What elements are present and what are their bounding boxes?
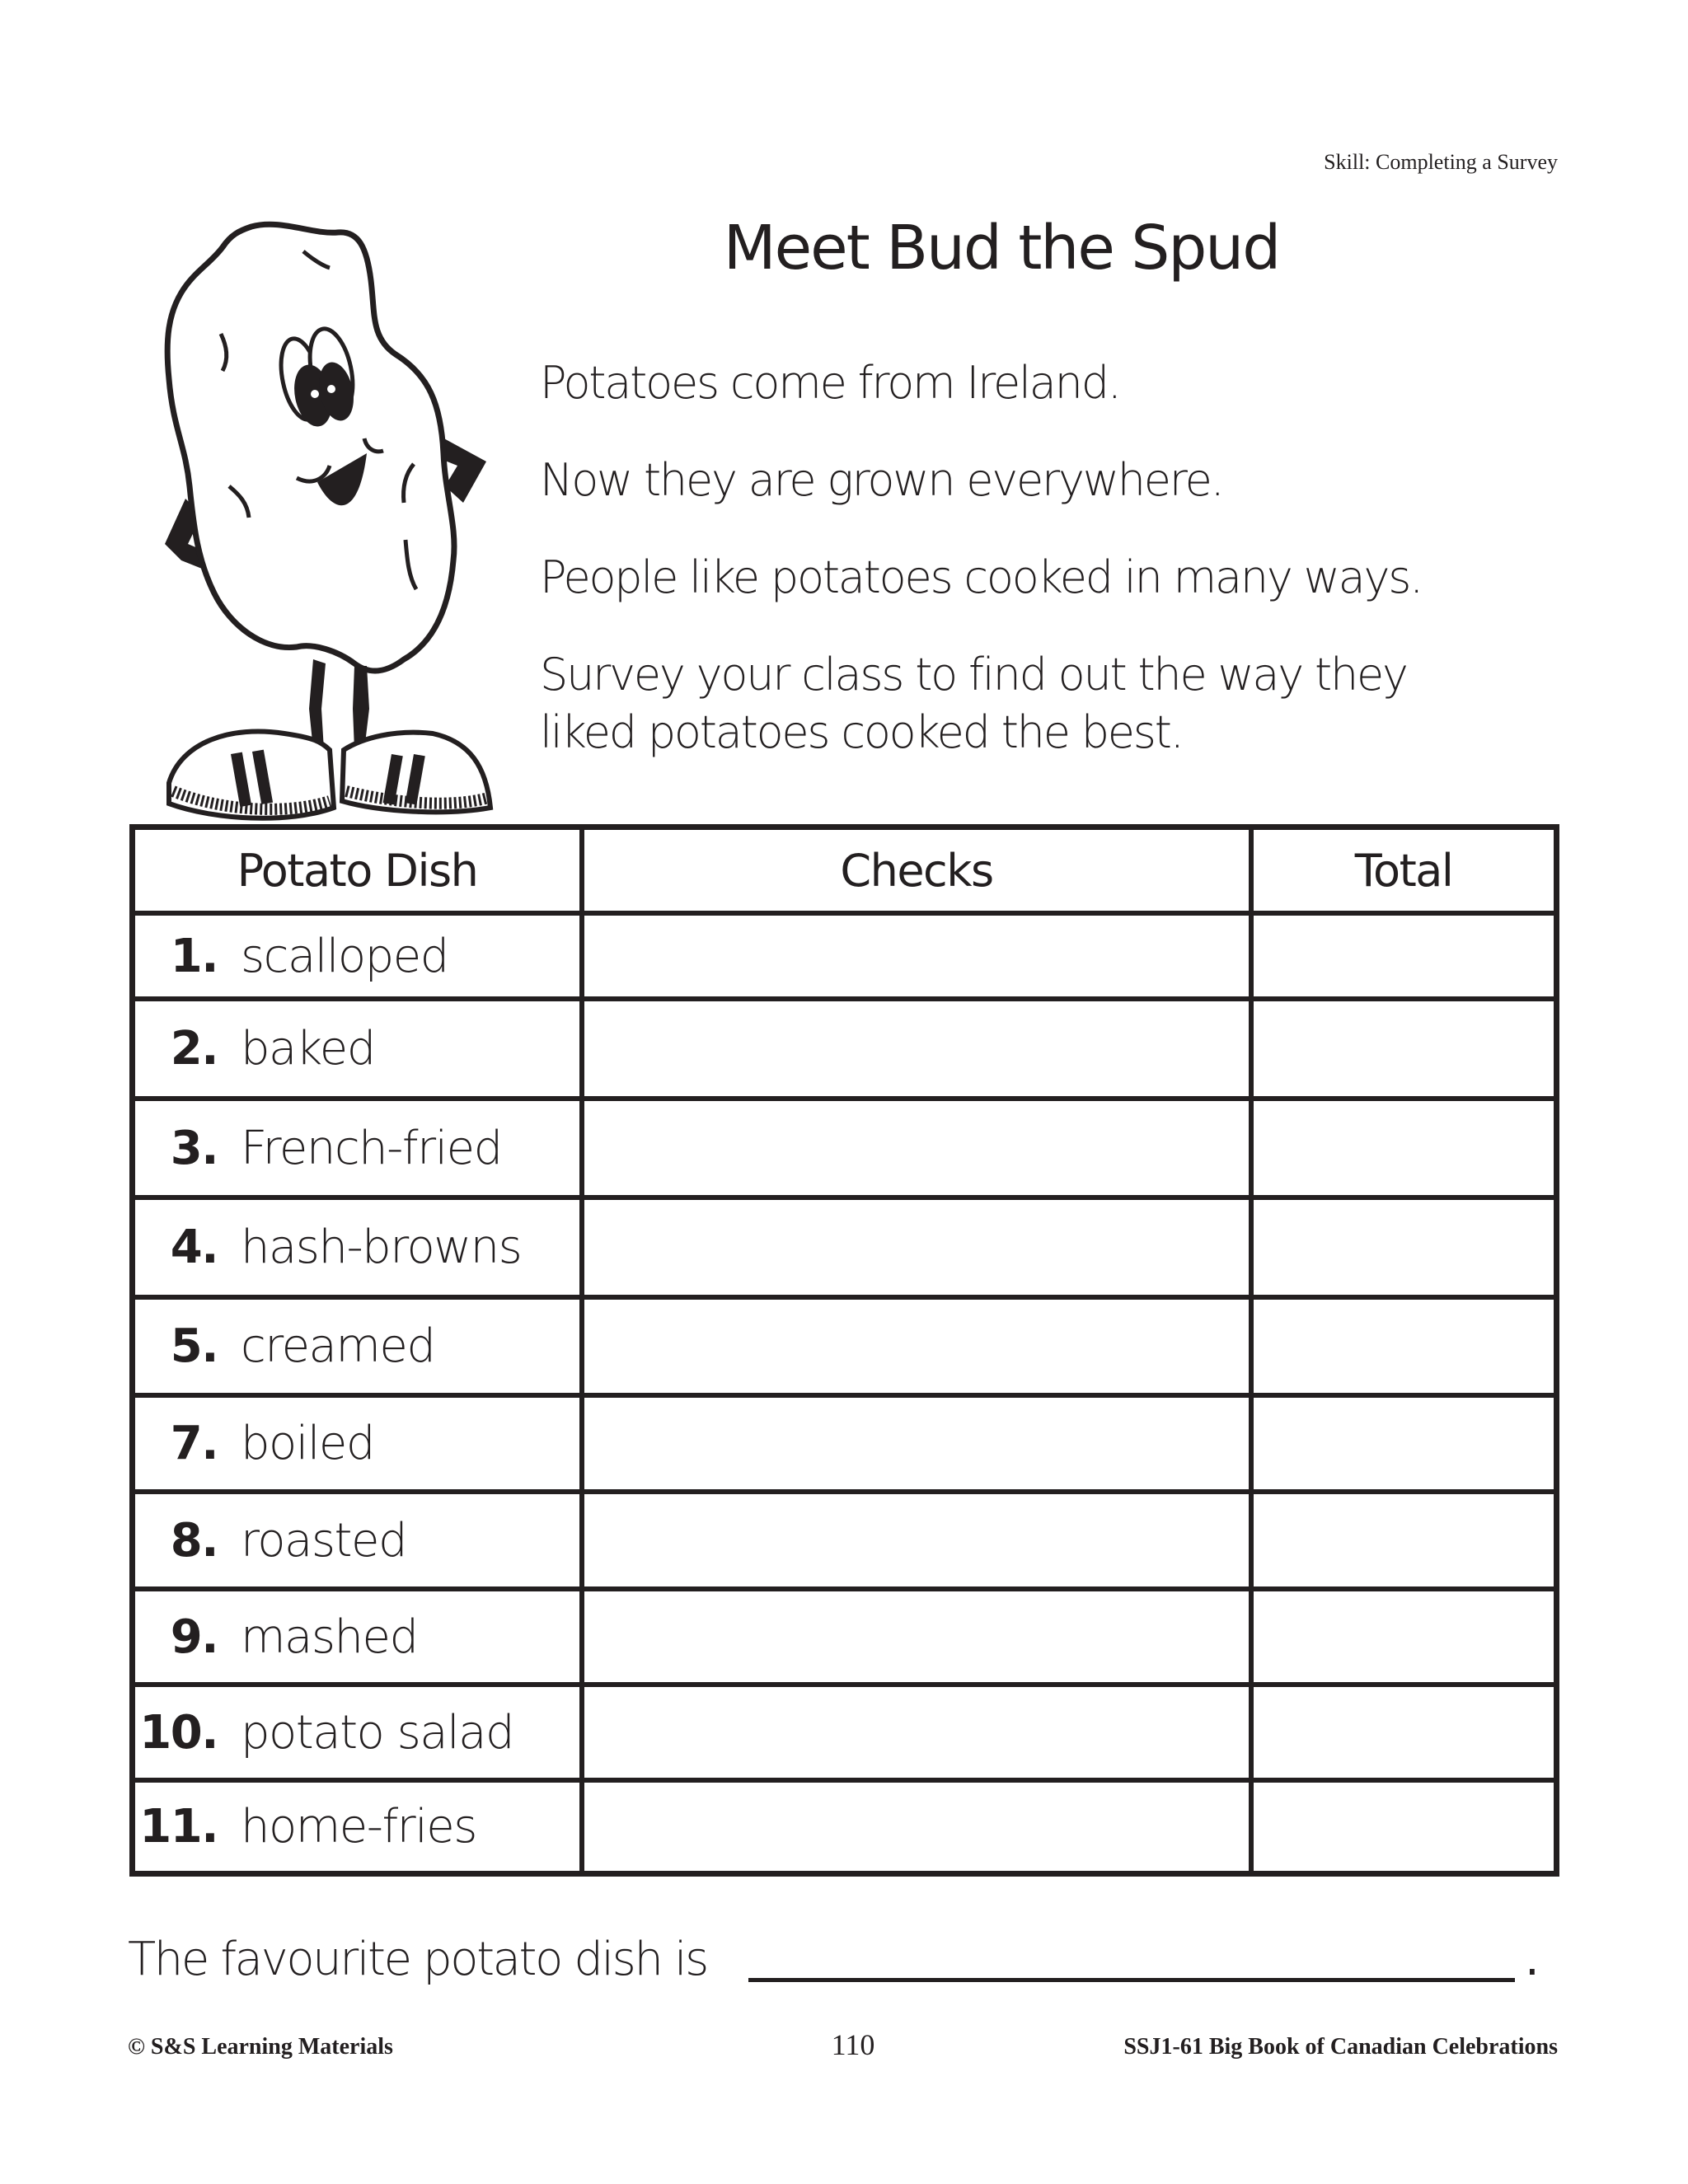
- intro-line-2: Now they are grown everywhere.: [540, 454, 1223, 506]
- total-cell[interactable]: [1251, 1297, 1556, 1395]
- total-cell[interactable]: [1251, 1492, 1556, 1589]
- row-number: 7.: [170, 1417, 218, 1470]
- table-row: [133, 1197, 1557, 1297]
- dish-name: hash-browns: [241, 1221, 522, 1274]
- dish-cell: [133, 1492, 582, 1589]
- row-number: 5.: [170, 1319, 218, 1373]
- dish-cell: [133, 999, 582, 1099]
- dish-name: scalloped: [241, 929, 448, 983]
- row-number: 2.: [170, 1022, 218, 1076]
- header-total: Total: [1251, 827, 1556, 914]
- row-number: 8.: [170, 1513, 218, 1568]
- checks-cell[interactable]: [582, 1780, 1251, 1873]
- footer-copyright: © S&S Learning Materials: [128, 2034, 393, 2060]
- favourite-answer-line[interactable]: [748, 1978, 1515, 1982]
- page-number: 110: [831, 2028, 875, 2061]
- total-cell[interactable]: [1251, 913, 1556, 999]
- dish-name: roasted: [241, 1513, 407, 1568]
- checks-cell[interactable]: [582, 1099, 1251, 1197]
- intro-line-3: People like potatoes cooked in many ways.: [540, 551, 1423, 603]
- table-header-row: [133, 827, 1557, 914]
- dish-cell: [133, 1099, 582, 1197]
- favourite-period: .: [1525, 1933, 1540, 1986]
- dish-name: home-fries: [241, 1799, 476, 1854]
- table-row: [133, 999, 1557, 1099]
- potato-character-icon: [148, 214, 528, 824]
- survey-table: [129, 824, 1559, 1877]
- checks-cell[interactable]: [582, 1589, 1251, 1685]
- table-row: [133, 1395, 1557, 1492]
- table-row: [133, 1297, 1557, 1395]
- total-cell[interactable]: [1251, 1685, 1556, 1780]
- row-number: 10.: [139, 1705, 218, 1760]
- favourite-prompt: The favourite potato dish is: [128, 1933, 707, 1986]
- dish-cell: [133, 1685, 582, 1780]
- checks-cell[interactable]: [582, 999, 1251, 1099]
- total-cell[interactable]: [1251, 1197, 1556, 1297]
- row-number: 1.: [170, 929, 218, 983]
- dish-cell: [133, 1297, 582, 1395]
- dish-name: boiled: [241, 1417, 374, 1470]
- footer-book-title: SSJ1-61 Big Book of Canadian Celebrations: [1123, 2034, 1558, 2060]
- total-cell[interactable]: [1251, 999, 1556, 1099]
- page-title: Meet Bud the Spud: [723, 213, 1280, 284]
- total-cell[interactable]: [1251, 1589, 1556, 1685]
- checks-cell[interactable]: [582, 1395, 1251, 1492]
- header-potato-dish: Potato Dish: [133, 827, 582, 914]
- checks-cell[interactable]: [582, 1492, 1251, 1589]
- dish-name: baked: [241, 1022, 375, 1076]
- table-row: [133, 1685, 1557, 1780]
- dish-cell: [133, 1395, 582, 1492]
- row-number: 9.: [170, 1610, 218, 1664]
- checks-cell[interactable]: [582, 1685, 1251, 1780]
- dish-name: potato salad: [241, 1705, 514, 1760]
- dish-cell: [133, 1197, 582, 1297]
- dish-cell: [133, 1780, 582, 1873]
- table-row: [133, 1492, 1557, 1589]
- skill-label: Skill: Completing a Survey: [1324, 150, 1558, 174]
- total-cell[interactable]: [1251, 1395, 1556, 1492]
- table-row: [133, 1589, 1557, 1685]
- intro-line-1: Potatoes come from Ireland.: [540, 357, 1120, 409]
- row-number: 11.: [139, 1799, 218, 1854]
- checks-cell[interactable]: [582, 1197, 1251, 1297]
- total-cell[interactable]: [1251, 1780, 1556, 1873]
- table-row: [133, 1099, 1557, 1197]
- dish-name: mashed: [241, 1610, 418, 1664]
- header-checks: Checks: [582, 827, 1251, 914]
- checks-cell[interactable]: [582, 913, 1251, 999]
- row-number: 4.: [170, 1221, 218, 1274]
- dish-name: creamed: [241, 1319, 435, 1373]
- dish-name: French-fried: [241, 1121, 502, 1175]
- dish-cell: [133, 1589, 582, 1685]
- table-row: [133, 1780, 1557, 1873]
- intro-line-4: Survey your class to find out the way they: [540, 649, 1407, 701]
- row-number: 3.: [170, 1121, 218, 1175]
- intro-line-5: liked potatoes cooked the best.: [540, 706, 1183, 758]
- dish-cell: [133, 913, 582, 999]
- table-row: [133, 913, 1557, 999]
- total-cell[interactable]: [1251, 1099, 1556, 1197]
- checks-cell[interactable]: [582, 1297, 1251, 1395]
